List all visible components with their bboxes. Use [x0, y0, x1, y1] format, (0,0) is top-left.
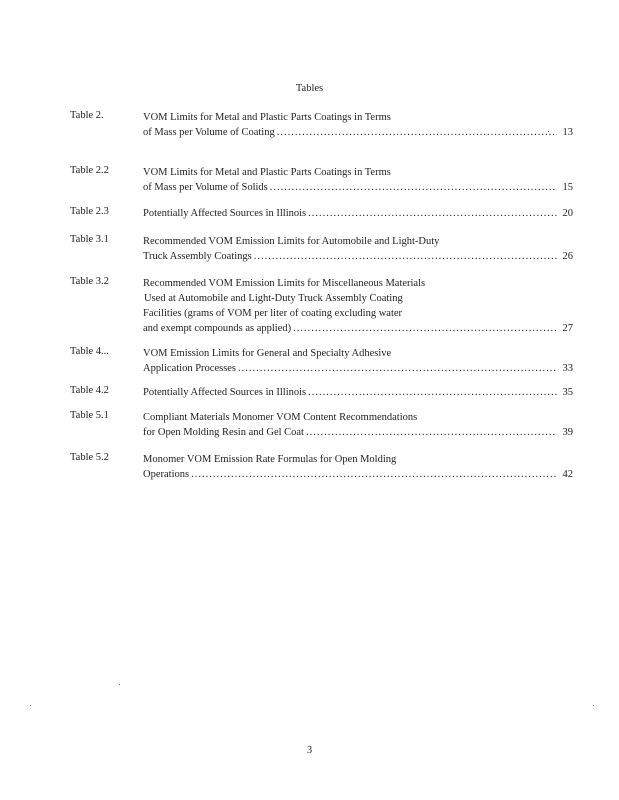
- scan-speck: [593, 705, 594, 706]
- entry-line: for Open Molding Resin and Gel Coat: [143, 427, 304, 438]
- entry-description: [143, 234, 573, 264]
- dot-leader: [270, 180, 557, 195]
- entry-line: Recommended VOM Emission Limits for Automobile and Light-Duty: [143, 236, 440, 247]
- entry-line: Recommended VOM Emission Limits for Miscellaneous Materials: [143, 278, 426, 289]
- dot-leader: [254, 249, 557, 264]
- entry-leader-line: [143, 180, 573, 195]
- page-number: 3: [306, 745, 313, 756]
- dot-leader: [293, 321, 557, 336]
- entry-label: Table 3.2: [70, 276, 109, 287]
- dot-leader: [308, 385, 557, 400]
- entry-leader-line: [143, 467, 573, 482]
- entry-leader-line: [143, 125, 573, 140]
- dot-leader: [306, 425, 557, 440]
- entry-label: Table 2.: [70, 110, 104, 121]
- scan-speck: [119, 684, 120, 685]
- dot-leader: [191, 467, 557, 482]
- entry-line: Compliant Materials Monomer VOM Content Recommendations: [143, 412, 418, 423]
- entry-line: Truck Assembly Coatings: [143, 251, 252, 262]
- entry-description: [143, 165, 573, 195]
- entry-page: 39: [562, 427, 573, 438]
- entry-description: [143, 276, 573, 336]
- entry-page: 33: [562, 363, 573, 374]
- scan-speck: [30, 705, 31, 706]
- entry-line: Monomer VOM Emission Rate Formulas for Open Molding: [143, 454, 397, 465]
- entry-leader-line: [143, 361, 573, 376]
- entry-label: Table 4...: [70, 346, 109, 357]
- entry-line: of Mass per Volume of Solids: [143, 182, 268, 193]
- entry-leader-line: [143, 249, 573, 264]
- entry-leader-line: [143, 425, 573, 440]
- entry-line: Potentially Affected Sources in Illinois: [143, 208, 307, 219]
- entry-page: 13: [562, 127, 573, 138]
- entry-page: 15: [562, 182, 573, 193]
- entry-line: Used at Automobile and Light-Duty Truck Assembly Coating: [144, 293, 403, 304]
- entry-page: 42: [562, 469, 573, 480]
- entry-description: [143, 206, 573, 221]
- entry-label: Table 5.2: [70, 452, 109, 463]
- entry-line: Facilities (grams of VOM per liter of coating excluding water: [143, 308, 403, 319]
- page-heading: Tables: [295, 83, 324, 94]
- entry-line: VOM Emission Limits for General and Specialty Adhesive: [143, 348, 392, 359]
- entry-label: Table 2.2: [70, 165, 109, 176]
- entry-line: Operations: [143, 469, 190, 480]
- entry-page: 27: [562, 323, 573, 334]
- entry-line: Potentially Affected Sources in Illinois: [143, 387, 307, 398]
- entry-line: VOM Limits for Metal and Plastic Parts Coatings in Terms: [143, 167, 391, 178]
- entry-description: [143, 110, 573, 140]
- entry-leader-line: [143, 321, 573, 336]
- dot-leader: [238, 361, 557, 376]
- entry-description: [143, 385, 573, 400]
- dot-leader: [277, 125, 557, 140]
- entry-label: Table 4.2: [70, 385, 109, 396]
- entry-line: and exempt compounds as applied): [143, 323, 292, 334]
- entry-page: 26: [562, 251, 573, 262]
- entry-leader-line: [143, 385, 573, 400]
- entry-line: of Mass per Volume of Coating: [143, 127, 275, 138]
- entry-page: 35: [562, 387, 573, 398]
- entry-label: Table 3.1: [70, 234, 109, 245]
- entry-line: VOM Limits for Metal and Plastic Parts Coatings in Terms: [143, 112, 391, 123]
- scan-speck: [548, 131, 549, 132]
- entry-line: Application Processes: [143, 363, 237, 374]
- entry-description: [143, 452, 573, 482]
- entry-label: Table 2.3: [70, 206, 109, 217]
- entry-page: 20: [562, 208, 573, 219]
- dot-leader: [308, 206, 557, 221]
- entry-description: [143, 410, 573, 440]
- entry-leader-line: [143, 206, 573, 221]
- entry-label: Table 5.1: [70, 410, 109, 421]
- entry-description: [143, 346, 573, 376]
